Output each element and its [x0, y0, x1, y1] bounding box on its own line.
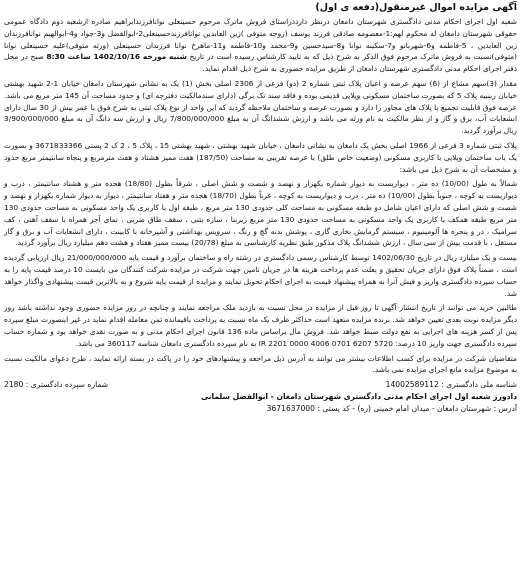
- intro-text-a: شعبه اول اجرای احکام مدنی دادگستری شهرستان دامغان درنظر دارددراستای فروش ماترک مرحوم حسینعلی نوانافرزندابراهیم صادره ازشعبه دوم دادگاه عمومی حقوقی شهرستان دامغان له محکوم لهم:1-معصومه صادقی فرزند یوسف (زوجه متوفی )زین العابدین نوانافرزندحسینعلی2-ابوالفضل و3-جواد و4-ابوالهیم نوانافرزندان زین العابدین ، 5-فاطمه و6-شهربانو و7-سکینه نوانا و8-سیدحسین و9-محمد و10-فاطمه و11-ماهرخ نوانا فرزندان حسینعلی (ورثه متوفی)علیه حسینعلی نوانا (متوفی)نسبت به فروش ماترک مرحوم فوق الذکر به شرح ذیل که به تایید کارشناس رسیده است در تاریخ: [4, 17, 518, 62]
- notice-intro-paragraph: [4, 16, 517, 75]
- notice-title: آگهی مزایده اموال غیرمنقول(دفعه ی اول): [315, 2, 517, 13]
- auction-date: شنبه مورخه 1402/10/16 ساعت 8:30: [46, 52, 187, 62]
- intro-text-b: صبح در محل دفتر اجرای احکام مدنی دادگستری شهرستان دامغان از طریق مزایده حضوری به شرح ذیل اقدام نماید.: [4, 52, 517, 74]
- valuation-paragraph: بیست و یک میلیارد ریال در تاریخ 1402/06/30 توسط کارشناس رسمی دادگستری در رشته راه و ساختمان برآورد و قیمت پایه 21/000/000/000 ریال ارزیابی گردیده است ، ضمناً پلاک فوق دارای جریان تحقیق و بعلت عدم پرداخت هزینه ها در جریان تامین جهت شرکت در مزایده شرکت کنندگان می بایست 10 درصد قیمت پایه را به حساب سپرده دادگستری واریز و فیش آنرا به همراه پیشنهاد قیمت به اجرای احکام تحویل نمایند و مزایده از قیمت پایه شروع و به بالاترین قیمت پیشنهادی واگذار خواهد شد.: [4, 253, 517, 298]
- signoff-deposit: شماره سپرده دادگستری : 2180: [4, 380, 109, 390]
- instructions-paragraph: متقاضیان شرکت در مزایده برای کسب اطلاعات بیشتر می توانند به آدرس ذیل مراجعه و پیشنهادهای خود را در پاکت در بسته ارائه نمایند ، طرح دعوای مالکیت نسبت به موضوع مزایده مانع اجرای مزایده نمی باشد.: [4, 353, 517, 375]
- boundaries-paragraph: شمالاً به طول (10/00) ده متر ، دیواریست به دیوار شماره یکهزار و نهصد و شصت و شش اصلی ، شرقاً بطول (18/80) هجده متر و هشتاد سانتیمتر ، درب و دیواریست به کوچه ، جنوباً بطول (10/00) ده متر ، درب و دیواریست به کوچه ، غرباً بطول (18/70) هجده متر و هفتاد سانتیمتر ، دیوار به دیوار شماره یکهزار و نهصد و شصت و شش اصلی که دارای اعیان شامل دو طبقه مسکونی به مساحت کلی حدودی 130 متر مربع ، طبقه اول با کاربری یک واحد مسکونی به مساحت حدودی 130 متر مربع طبقه همکف با کاربری یک واحد مسکونی به مساحت حدودی 130 متر مربع زیربنا ، سازه بتنی ، سقف طاق ضربی ، نمای آجر همراه با سقف آهنی ، کف سرامیک ، در و پنجره ها آلومینیوم ، سیستم گرمایش بخاری گازی ، پوشش بدنه گچ و رنگ ، سرویس بهداشتی و آشپزخانه با کابینت ، دارای انشعابات آب و برق و گاز مستقل ، با قدمت بیش از سی سال ، ارزش ششدانگ پلاک مذکور طبق نظریه کارشناسی به مبلغ (20/78) بیست ممیز هفتاد و هشت دهم میلیارد ریال برآورد گردید.: [4, 179, 518, 248]
- signoff-id: شناسه ملی دادگستری : 14002589112: [385, 380, 517, 390]
- property-1-paragraph: مقدار (3)سهم مشاع از (6) سهم عرصه و اعیان پلاک ثبتی شماره 2 (دو) فرعی از 2306 اصلی بخش (1) یک به نشانی شهرستان دامغان خیابان 1-2 شهید بهشتی خیابان زینبیه پلاک 5 که بصورت ساختمان مسکونی ویلایی قدیمی بوده و فاقد سند تک برگی (دارای سندمالکیت دفترچه ای) و حدود مساحت آن 145 متر مربع می باشد. عرصه فوق قابلیت تجمیع با پلاک های مجاور را دارد و بصورت عرصه و ساختمان ملاحظه گردید که این واحد از نوع پلاک ثبتی به شرح فوق با عمر بیش از 30 سال دارای انشعابات آب، برق و گاز و از نظر مالکیت به نام ورثه می باشد و ارزش ششدانگ آن به مبلغ 7/800/000/000 ریال و ارزش سه دانگ آن به مبلغ 3/900/000/000 ریال برآورد گردید.: [4, 78, 518, 136]
- signoff-officer: دادورز شعبه اول اجرای احکام مدنی دادگستری شهرستان دامغان - ابوالفضل سلمانی: [200, 392, 517, 402]
- signoff-row: [4, 379, 517, 391]
- conditions-paragraph: طالبین خرید می توانند از تاریخ انتشار آگهی تا روز قبل از مزایده در محل نسبت به بازدید ملک مراجعه نمایند و چنانچه در روز مزایده حضوری وجود نداشته باشد روز دیگر مزایده نوبت بعدی تعیین خواهد شد. برنده مزایده متعهد است حداکثر ظرف یک ماه نسبت به پرداخت باقیمانده ثمن معامله اقدام نماید در غیر اینصورت مبلغ سپرده پس از کسر هزینه های اجرایی به نفع دولت ضبط خواهد شد. فروش مال براساس ماده 136 قانون اجرای احکام مدنی و به صورت نقدی خواهد بود و شماره حساب سپرده دادگستری جهت واریز 10 درصد: IR 2201 0000 4006 0701 6207 5720 به نام سپرده دادگستری دامغان شناسه 360117 می باشد.: [4, 303, 517, 348]
- property-2-paragraph: پلاک ثبتی شماره 3 فرعی از 1966 اصلی بخش یک دامغان به نشانی دامغان ، خیابان شهید بهشتی ، شهید بهشتی 15 ، پلاک 5 ، 2 ک 2 پستی 3671833366 و بصورت یک باب ساختمان ویلایی با کاربری مسکونی (وضعیت خاص طلق) با عرصه تقریبی به مساحت (187/50) هفت ممیز هشتاد و هفت مترمربع و پنجاه سانتیمتر مربع حدود و مشخصات آن به شرح ذیل می باشد:: [4, 140, 517, 174]
- signoff-address: آدرس : شهرستان دامغان - میدان امام خمینی (ره) - کد پستی : 3671637000: [266, 404, 517, 414]
